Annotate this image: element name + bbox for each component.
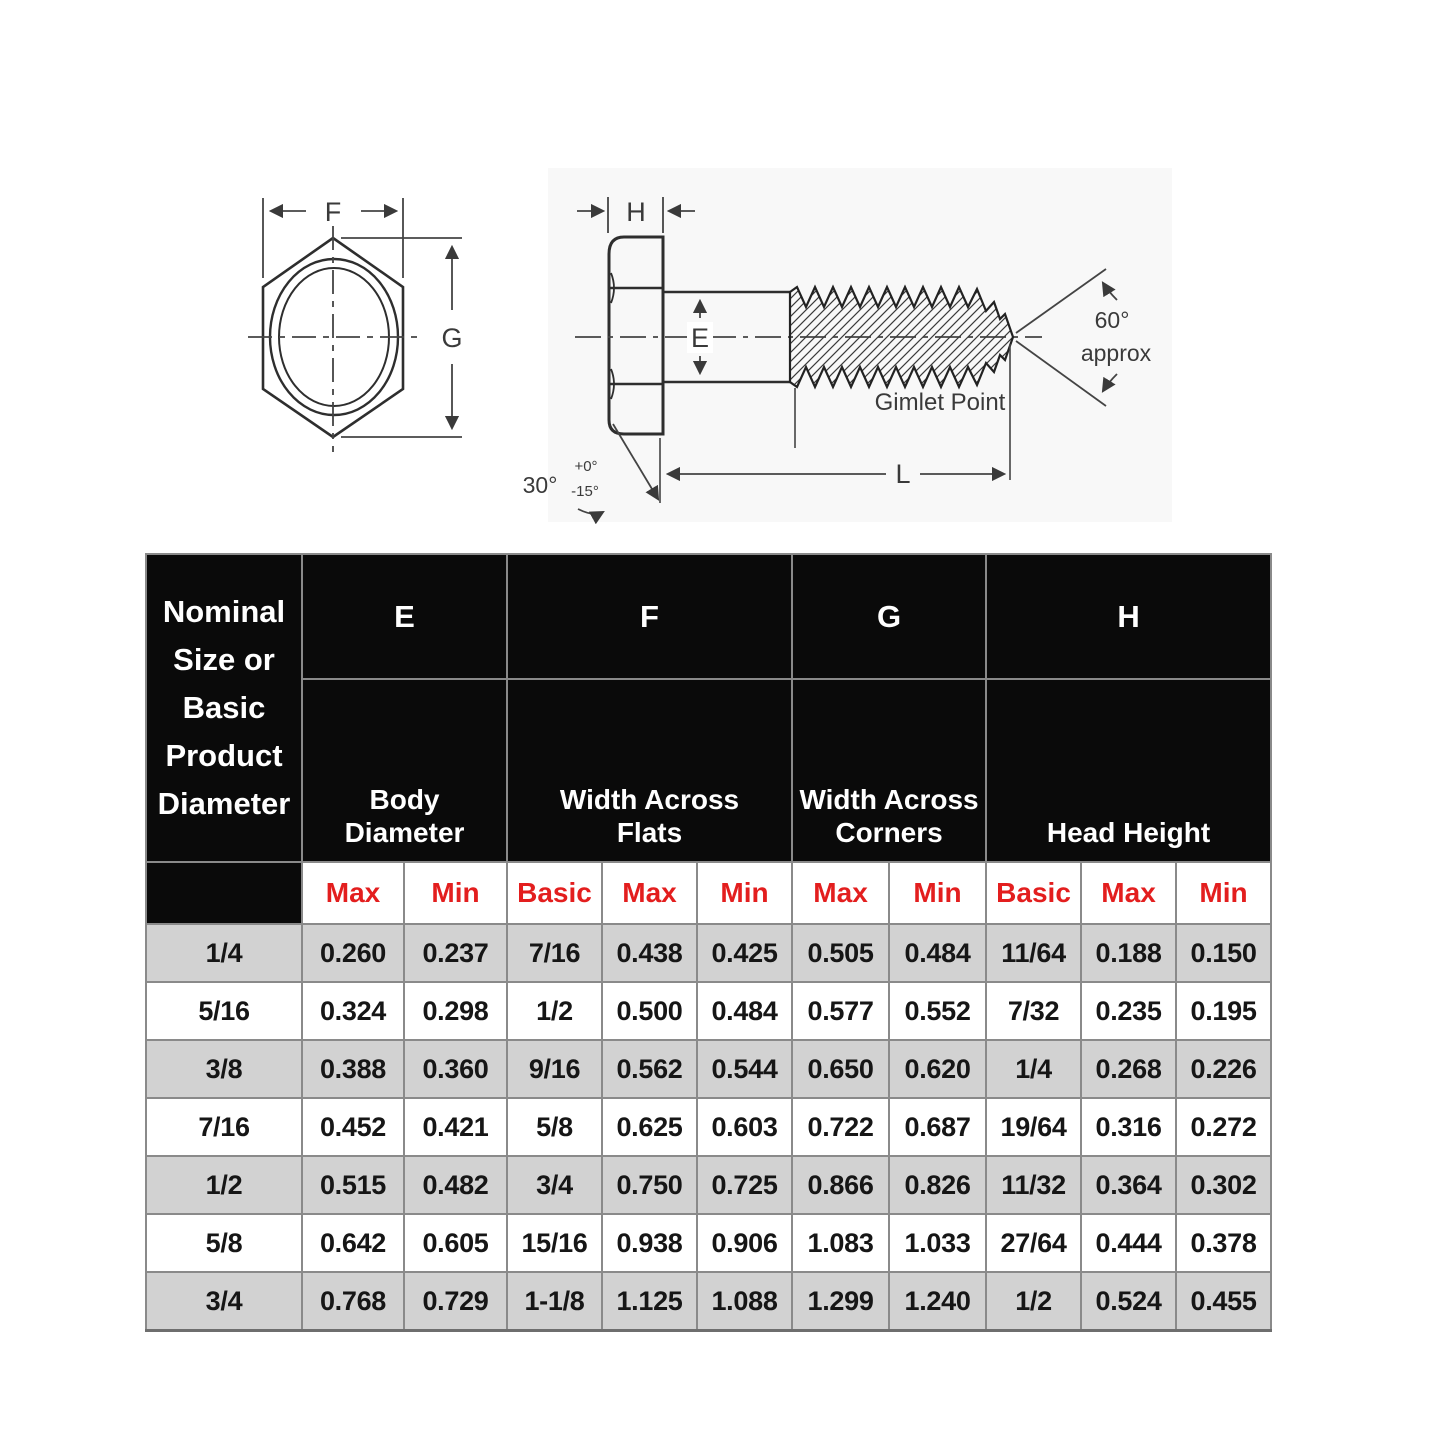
spec-cell: 0.484 (889, 924, 986, 982)
spec-cell: 5/16 (146, 982, 302, 1040)
spec-row (146, 1040, 1271, 1098)
gimlet-point-label: Gimlet Point (874, 389, 1006, 416)
spec-cell: 0.722 (792, 1098, 889, 1156)
spec-cell: 0.605 (404, 1214, 507, 1272)
corner-header-line: Basic (182, 689, 266, 725)
spec-cell: 1-1/8 (507, 1272, 602, 1331)
angle-60-approx-label: approx (1080, 340, 1152, 366)
subheader-blank-cell (146, 862, 302, 924)
group-name-width-across-corners (792, 679, 986, 862)
spec-cell: 0.260 (302, 924, 404, 982)
spec-cell: 0.768 (302, 1272, 404, 1331)
spec-row (146, 1272, 1271, 1331)
subheader-cell: Max (302, 862, 404, 924)
spec-row (146, 1098, 1271, 1156)
spec-cell: 0.237 (404, 924, 507, 982)
spec-cell: 0.687 (889, 1098, 986, 1156)
spec-row (146, 924, 1271, 982)
spec-row (146, 1156, 1271, 1214)
subheader-cell: Min (404, 862, 507, 924)
spec-cell: 0.272 (1176, 1098, 1271, 1156)
subheader-row (146, 862, 1271, 924)
spec-cell: 1.299 (792, 1272, 889, 1331)
spec-cell: 0.455 (1176, 1272, 1271, 1331)
dim-label-g: G (441, 323, 463, 353)
spec-cell: 0.562 (602, 1040, 697, 1098)
group-name-body-diameter (302, 679, 507, 862)
spec-cell: 5/8 (507, 1098, 602, 1156)
spec-cell: 0.324 (302, 982, 404, 1040)
spec-cell: 1/4 (986, 1040, 1081, 1098)
spec-cell: 3/4 (146, 1272, 302, 1331)
spec-cell: 0.388 (302, 1040, 404, 1098)
spec-cell: 0.650 (792, 1040, 889, 1098)
spec-cell: 0.421 (404, 1098, 507, 1156)
dim-label-h: H (626, 197, 646, 227)
spec-cell: 11/64 (986, 924, 1081, 982)
spec-cell: 0.425 (697, 924, 792, 982)
dim-label-e: E (690, 323, 710, 353)
spec-cell: 1/2 (986, 1272, 1081, 1331)
angle-60-label: 60° (1094, 307, 1130, 333)
spec-cell: 0.552 (889, 982, 986, 1040)
dim-label-l: L (895, 459, 911, 489)
tolerance-lower-label: -15° (571, 483, 599, 500)
spec-cell: 0.729 (404, 1272, 507, 1331)
spec-cell: 0.484 (697, 982, 792, 1040)
spec-cell: 7/16 (507, 924, 602, 982)
spec-cell: 0.302 (1176, 1156, 1271, 1214)
spec-cell: 1.033 (889, 1214, 986, 1272)
technical-drawing (0, 0, 1445, 553)
subheader-cell: Basic (507, 862, 602, 924)
group-letter-h: H (986, 554, 1271, 679)
spec-cell: 7/16 (146, 1098, 302, 1156)
group-name-line: Head Height (1046, 816, 1211, 848)
group-name-line: Width Across (799, 783, 979, 815)
spec-cell: 0.603 (697, 1098, 792, 1156)
spec-row (146, 982, 1271, 1040)
spec-cell: 0.500 (602, 982, 697, 1040)
spec-cell: 3/8 (146, 1040, 302, 1098)
group-name-head-height (986, 679, 1271, 862)
spec-cell: 0.360 (404, 1040, 507, 1098)
group-name-line: Diameter (344, 816, 465, 848)
spec-cell: 0.866 (792, 1156, 889, 1214)
group-letter-e: E (302, 554, 507, 679)
spec-cell: 19/64 (986, 1098, 1081, 1156)
spec-row (146, 1214, 1271, 1272)
group-letter-f: F (507, 554, 792, 679)
spec-cell: 0.378 (1176, 1214, 1271, 1272)
corner-header-line: Product (165, 738, 283, 774)
subheader-cell: Max (602, 862, 697, 924)
spec-cell: 0.438 (602, 924, 697, 982)
subheader-cell: Min (1176, 862, 1271, 924)
spec-cell: 0.195 (1176, 982, 1271, 1040)
spec-cell: 0.906 (697, 1214, 792, 1272)
spec-cell: 0.188 (1081, 924, 1176, 982)
group-name-line: Flats (616, 816, 683, 848)
subheader-cell: Min (697, 862, 792, 924)
spec-cell: 0.515 (302, 1156, 404, 1214)
spec-cell: 0.750 (602, 1156, 697, 1214)
spec-cell: 0.725 (697, 1156, 792, 1214)
spec-cell: 0.544 (697, 1040, 792, 1098)
group-name-line: Body (369, 783, 440, 815)
spec-cell: 0.625 (602, 1098, 697, 1156)
spec-cell: 1.240 (889, 1272, 986, 1331)
spec-cell: 0.444 (1081, 1214, 1176, 1272)
spec-cell: 9/16 (507, 1040, 602, 1098)
spec-cell: 1.088 (697, 1272, 792, 1331)
corner-header (146, 554, 302, 862)
spec-cell: 5/8 (146, 1214, 302, 1272)
corner-header-line: Size or (173, 641, 275, 677)
spec-cell: 1/2 (507, 982, 602, 1040)
spec-cell: 1/2 (146, 1156, 302, 1214)
head-circle-outer (270, 259, 398, 415)
spec-cell: 15/16 (507, 1214, 602, 1272)
subheader-cell: Max (792, 862, 889, 924)
spec-cell: 0.150 (1176, 924, 1271, 982)
corner-header-line: Nominal (162, 593, 286, 629)
spec-cell: 0.524 (1081, 1272, 1176, 1331)
group-name-width-across-flats (507, 679, 792, 862)
dimension-table (145, 553, 1272, 1332)
corner-header-line: Diameter (157, 786, 291, 822)
group-name-line: Width Across (559, 783, 740, 815)
header-name-row (146, 679, 1271, 862)
group-name-line: Corners (835, 816, 943, 848)
angle-30-label: 30° (522, 472, 558, 498)
subheader-cell: Min (889, 862, 986, 924)
spec-cell: 0.268 (1081, 1040, 1176, 1098)
subheader-cell: Max (1081, 862, 1176, 924)
spec-cell: 0.316 (1081, 1098, 1176, 1156)
spec-cell: 0.482 (404, 1156, 507, 1214)
spec-cell: 0.505 (792, 924, 889, 982)
spec-cell: 1.125 (602, 1272, 697, 1331)
spec-cell: 0.364 (1081, 1156, 1176, 1214)
spec-cell: 0.577 (792, 982, 889, 1040)
dim-label-f: F (324, 197, 342, 227)
spec-cell: 0.826 (889, 1156, 986, 1214)
spec-cell: 7/32 (986, 982, 1081, 1040)
hex-front-view (248, 197, 466, 452)
header-letter-row (146, 554, 1271, 679)
spec-cell: 0.226 (1176, 1040, 1271, 1098)
spec-cell: 27/64 (986, 1214, 1081, 1272)
spec-cell: 1/4 (146, 924, 302, 982)
group-letter-g: G (792, 554, 986, 679)
spec-cell: 3/4 (507, 1156, 602, 1214)
spec-cell: 0.298 (404, 982, 507, 1040)
subheader-cell: Basic (986, 862, 1081, 924)
spec-cell: 1.083 (792, 1214, 889, 1272)
spec-cell: 0.620 (889, 1040, 986, 1098)
spec-cell: 0.235 (1081, 982, 1176, 1040)
spec-cell: 0.938 (602, 1214, 697, 1272)
spec-cell: 0.452 (302, 1098, 404, 1156)
tolerance-upper-label: +0° (574, 458, 598, 475)
spec-cell: 11/32 (986, 1156, 1081, 1214)
spec-cell: 0.642 (302, 1214, 404, 1272)
